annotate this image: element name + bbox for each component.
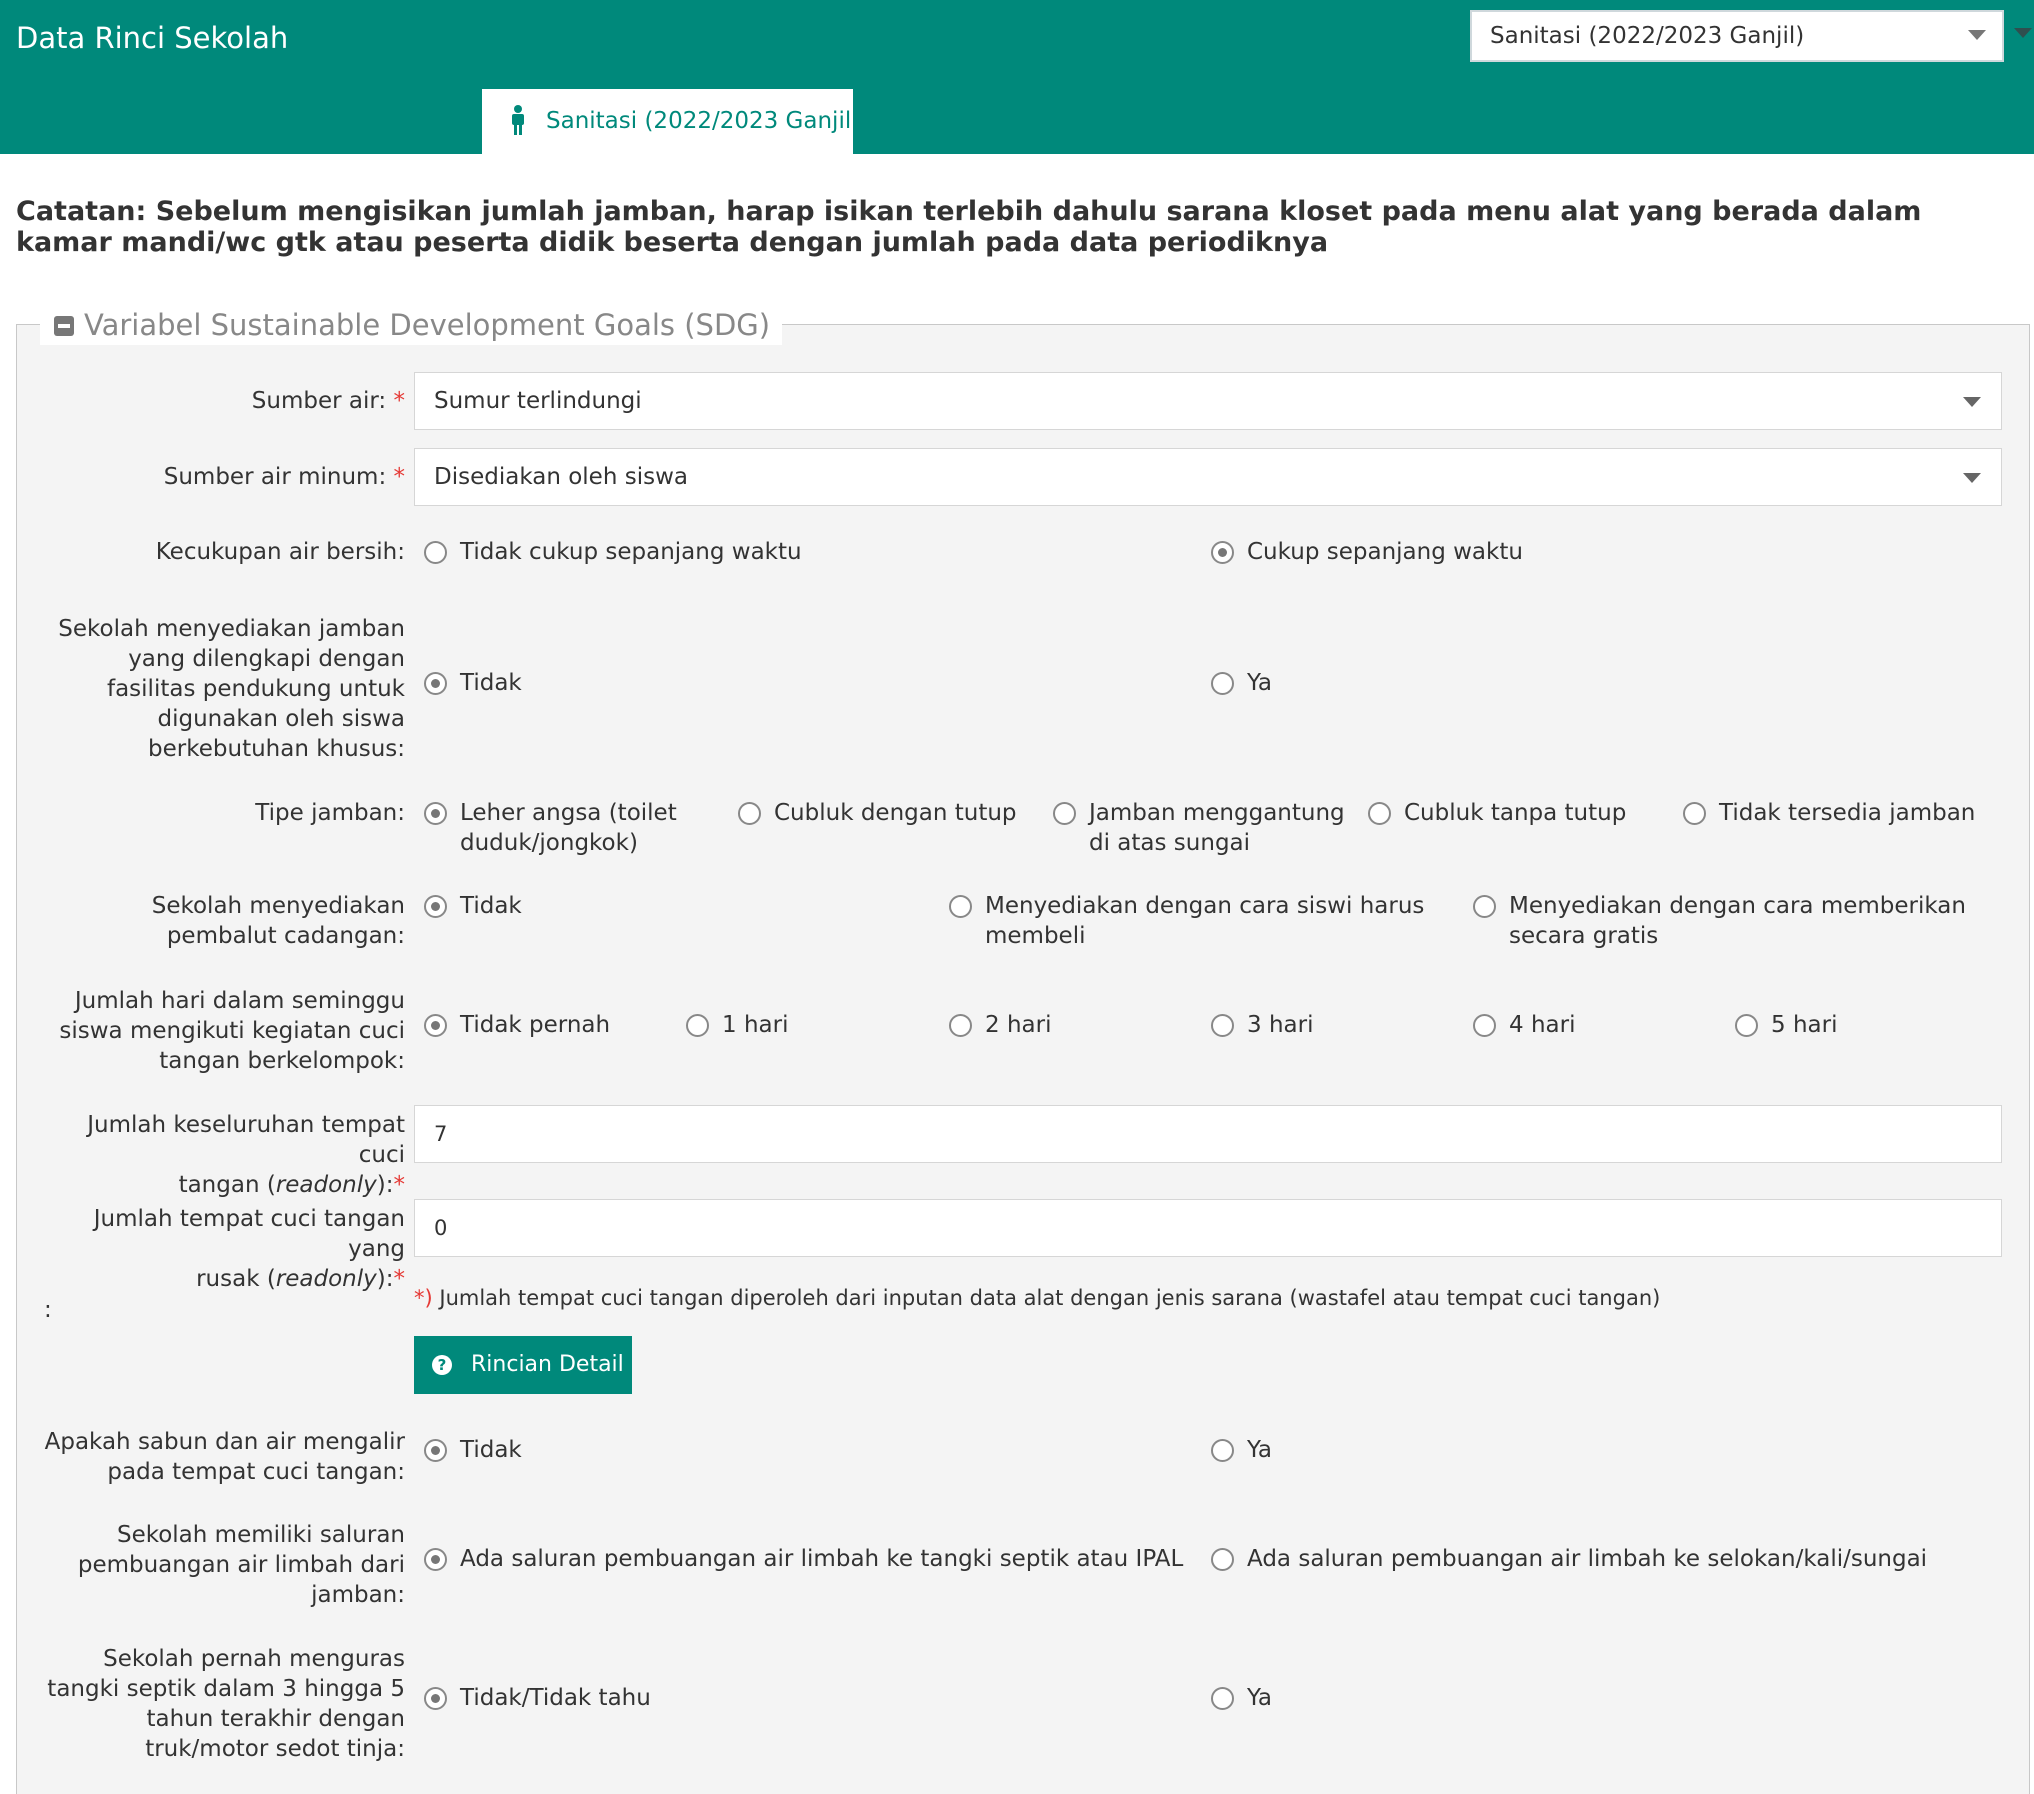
radio-limbah-septik[interactable]: Ada saluran pembuangan air limbah ke tangki septik atau IPAL [414, 1544, 1183, 1574]
radio-button[interactable] [1683, 802, 1706, 825]
radio-button[interactable] [1211, 672, 1234, 695]
radio-tipe-tidak-tersedia[interactable]: Tidak tersedia jamban [1673, 798, 2019, 828]
radio-jamban-khusus-tidak[interactable]: Tidak [414, 668, 522, 698]
radio-hari-2[interactable]: 2 hari [939, 1010, 1051, 1040]
radio-button[interactable] [1473, 1014, 1496, 1037]
label-sabun: Apakah sabun dan air mengalir pada tempat cuci tangan: [44, 1429, 405, 1485]
radio-tipe-leher-angsa[interactable]: Leher angsa (toilet duduk/jongkok) [414, 798, 680, 858]
radio-button[interactable] [949, 1014, 972, 1037]
label-jumlah-cuci-tangan-rusak: Jumlah tempat cuci tangan yang rusak (readonly):* [93, 1206, 405, 1292]
required-mark: * [393, 388, 405, 414]
radio-limbah-selokan[interactable]: Ada saluran pembuangan air limbah ke selokan/kali/sungai [1201, 1544, 1927, 1574]
fieldset-legend[interactable] [40, 305, 782, 345]
person-icon [509, 105, 527, 135]
jumlah-cuci-tangan-field[interactable]: 7 [414, 1105, 2002, 1163]
radio-button[interactable] [949, 895, 972, 918]
radio-sabun-tidak[interactable]: Tidak [414, 1435, 522, 1465]
radio-button-selected[interactable] [424, 895, 447, 918]
radio-button[interactable] [1053, 802, 1076, 825]
radio-pembalut-membeli[interactable]: Menyediakan dengan cara siswi harus membeli [939, 891, 1425, 951]
radio-button[interactable] [686, 1014, 709, 1037]
label-tipe-jamban: Tipe jamban: [255, 800, 405, 826]
label-jamban-khusus: Sekolah menyediakan jamban yang dilengkapi dengan fasilitas pendukung untuk digunakan oleh siswa berkebutuhan khusus: [58, 616, 405, 762]
tab-label: Sanitasi (2022/2023 Ganjil) [546, 108, 861, 134]
radio-button-selected[interactable] [424, 1687, 447, 1710]
footnote: *) Jumlah tempat cuci tangan diperoleh dari inputan data alat dengan jenis sarana (wastafel atau tempat cuci tangan) [414, 1286, 1661, 1310]
radio-tipe-cubluk-tanpa-tutup[interactable]: Cubluk tanpa tutup [1358, 798, 1674, 828]
radio-hari-3[interactable]: 3 hari [1201, 1010, 1313, 1040]
radio-kecukupan-tidak-cukup[interactable]: Tidak cukup sepanjang waktu [414, 537, 802, 567]
label-cuci-tangan-hari: Jumlah hari dalam seminggu siswa mengikuti kegiatan cuci tangan berkelompok: [59, 988, 405, 1074]
radio-button-selected[interactable] [424, 802, 447, 825]
chevron-down-icon [1963, 473, 1981, 483]
radio-button[interactable] [1211, 1014, 1234, 1037]
sumber-air-select[interactable] [414, 372, 2002, 430]
radio-button[interactable] [1211, 1439, 1234, 1462]
label-kuras-tangki: Sekolah pernah menguras tangki septik dalam 3 hingga 5 tahun terakhir dengan truk/motor sedot tinja: [47, 1646, 405, 1762]
label-saluran-limbah: Sekolah memiliki saluran pembuangan air limbah dari jamban: [77, 1522, 405, 1608]
radio-button[interactable] [1735, 1014, 1758, 1037]
required-mark: * [393, 1266, 405, 1292]
note-text: Catatan: Sebelum mengisikan jumlah jamban, harap isikan terlebih dahulu sarana kloset pada menu alat yang berada dalam kamar mandi/wc gtk atau peserta didik beserta dengan jumlah pada data periodiknya [16, 196, 1922, 258]
legend-text: Variabel Sustainable Development Goals (SDG) [84, 308, 771, 342]
radio-tipe-menggantung[interactable]: Jamban menggantung di atas sungai [1043, 798, 1365, 858]
radio-button[interactable] [1368, 802, 1391, 825]
radio-button[interactable] [1473, 895, 1496, 918]
rincian-detail-button[interactable]: ? Rincian Detail [414, 1336, 632, 1394]
required-mark: * [393, 1172, 405, 1198]
label-pembalut: Sekolah menyediakan pembalut cadangan: [151, 893, 405, 949]
radio-button-selected[interactable] [424, 1548, 447, 1571]
radio-button[interactable] [738, 802, 761, 825]
label-sumber-air: Sumber air: * [251, 388, 405, 414]
period-select[interactable]: Sanitasi (2022/2023 Ganjil) [1470, 10, 2004, 62]
app-title: Data Rinci Sekolah [16, 21, 289, 55]
radio-hari-4[interactable]: 4 hari [1463, 1010, 1575, 1040]
label-jumlah-cuci-tangan: Jumlah keseluruhan tempat cuci tangan (readonly):* [87, 1112, 405, 1198]
radio-button[interactable] [1211, 1687, 1234, 1710]
radio-tipe-cubluk-tutup[interactable]: Cubluk dengan tutup [728, 798, 1044, 828]
radio-kecukupan-cukup[interactable]: Cukup sepanjang waktu [1201, 537, 1523, 567]
radio-jamban-khusus-ya[interactable]: Ya [1201, 668, 1272, 698]
radio-sabun-ya[interactable]: Ya [1201, 1435, 1272, 1465]
label-kecukupan-air: Kecukupan air bersih: [155, 539, 405, 565]
sumber-air-minum-select[interactable] [414, 448, 2002, 506]
radio-button-selected[interactable] [424, 1439, 447, 1462]
radio-button[interactable] [424, 541, 447, 564]
chevron-down-icon [1963, 397, 1981, 407]
radio-kuras-tidak[interactable]: Tidak/Tidak tahu [414, 1683, 651, 1713]
radio-button-selected[interactable] [424, 672, 447, 695]
collapse-icon[interactable] [54, 316, 74, 336]
app-header [0, 0, 2034, 154]
radio-button-selected[interactable] [424, 1014, 447, 1037]
tab-sanitasi[interactable] [482, 89, 861, 154]
radio-hari-tidak-pernah[interactable]: Tidak pernah [414, 1010, 610, 1040]
radio-button[interactable] [1211, 1548, 1234, 1571]
radio-hari-1[interactable]: 1 hari [676, 1010, 788, 1040]
radio-pembalut-tidak[interactable]: Tidak [414, 891, 522, 921]
colon-label: : [44, 1297, 52, 1323]
question-icon: ? [432, 1355, 452, 1375]
sumber-air-minum-value: Disediakan oleh siswa [434, 464, 688, 490]
sumber-air-value: Sumur terlindungi [434, 388, 642, 414]
radio-pembalut-gratis[interactable]: Menyediakan dengan cara memberikan secara gratis [1463, 891, 1989, 951]
jumlah-cuci-tangan-rusak-field[interactable]: 0 [414, 1199, 2002, 1257]
required-mark: * [393, 464, 405, 490]
label-sumber-air-minum: Sumber air minum: * [163, 464, 405, 490]
radio-hari-5[interactable]: 5 hari [1725, 1010, 1837, 1040]
chevron-down-icon[interactable] [2014, 28, 2032, 38]
radio-kuras-ya[interactable]: Ya [1201, 1683, 1272, 1713]
radio-button-selected[interactable] [1211, 541, 1234, 564]
